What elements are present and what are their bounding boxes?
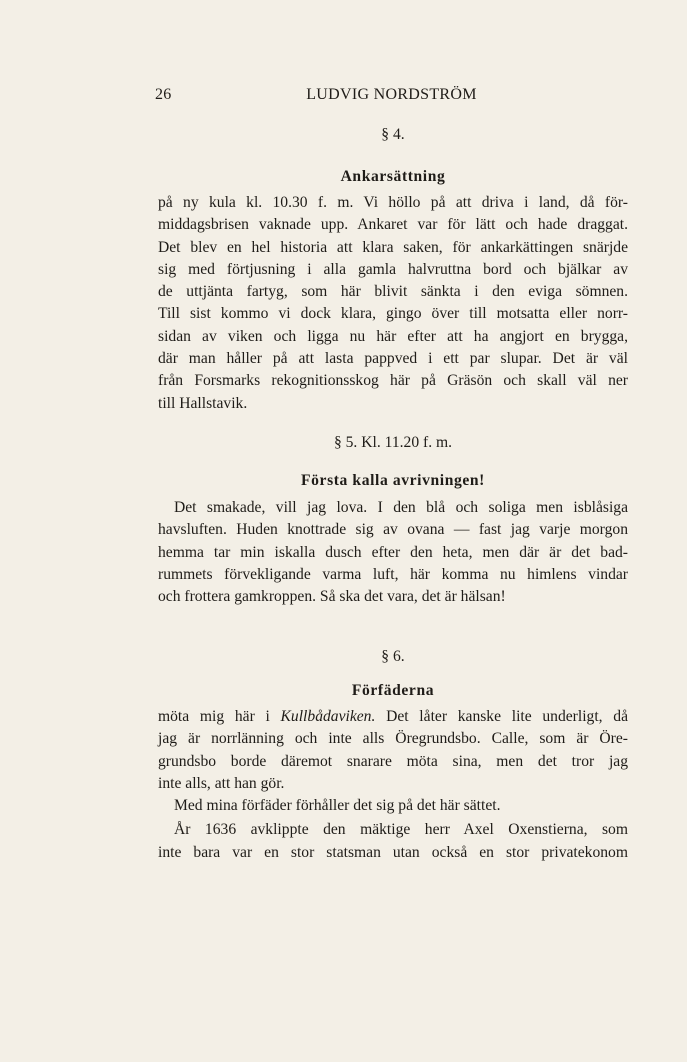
text-line: från Forsmarks rekognitionsskog här på Gräsön och skall väl ner	[158, 372, 628, 390]
text-line: Det smakade, vill jag lova. I den blå och soliga men isblåsiga	[174, 499, 628, 516]
place-name: Kullbådaviken.	[280, 708, 376, 725]
text-line: grundsbo borde däremot snarare möta sina, men det tror jag	[158, 752, 628, 770]
text-line: År 1636 avklippte den mäktige herr Axel Oxenstierna, som	[174, 821, 628, 839]
text-line: inte alls, att han gör.	[158, 774, 285, 792]
text-line: Till sist kommo vi dock klara, gingo över till motsatta eller norr-	[158, 305, 628, 323]
page-number: 26	[155, 86, 172, 103]
section-6	[158, 646, 628, 668]
text-line: middagsbrisen vaknade upp. Ankaret var för lätt och hade draggat.	[158, 216, 628, 234]
text-line: sig med förtjusning i alla gamla halvruttna bord och bjälkar av	[158, 260, 628, 278]
text-line: havsluften. Huden knottrade sig av ovana — fast jag varje morgon	[158, 521, 628, 539]
section-4	[158, 124, 628, 146]
section-5	[158, 432, 628, 454]
text-line: där man håller på att lasta pappved i ett par slupar. Det är väl	[158, 350, 628, 368]
section-heading: Ankarsättning	[340, 168, 446, 185]
text-line: sidan av viken och ligga nu här efter att ha angjort en brygga,	[158, 327, 628, 345]
section-5-heading-block	[158, 470, 628, 492]
section-6-body	[158, 706, 628, 864]
section-5-body	[158, 497, 628, 608]
text-line: på ny kula kl. 10.30 f. m. Vi höllo på att driva i land, då för-	[158, 194, 628, 211]
section-4-body	[158, 192, 628, 415]
text-line: rummets förvekligande varma luft, här komma nu himlens vindar	[158, 565, 628, 583]
text-line: till Hallstavik.	[158, 394, 248, 412]
text-line: jag är norrlänning och inte alls Öregrundsbo. Calle, som är Öre-	[158, 730, 628, 748]
text-fragment: möta mig här i	[158, 708, 281, 725]
section-4-heading-block	[158, 166, 628, 188]
section-heading: Förfäderna	[351, 682, 435, 699]
section-heading: Första kalla avrivningen!	[301, 472, 485, 489]
section-mark: § 6.	[381, 648, 405, 665]
text-line: hemma tar min iskalla dusch efter den heta, men där är det bad-	[158, 543, 628, 561]
text-line: Det blev en hel historia att klara saken, för ankarkättingen snärjde	[158, 238, 628, 256]
text-line: Med mina förfäder förhåller det sig på det här sättet.	[174, 797, 501, 815]
section-6-heading-block	[158, 680, 628, 702]
running-head	[155, 86, 628, 110]
text-line: de uttjänta fartyg, som här blivit sänkta i den eviga sömnen.	[158, 283, 628, 301]
text-line	[158, 706, 628, 728]
section-mark: § 5. Kl. 11.20 f. m.	[333, 434, 453, 451]
text-line: och frottera gamkroppen. Så ska det vara, det är hälsan!	[158, 588, 506, 606]
text-line: inte bara var en stor statsman utan också en stor privatekonom	[158, 843, 628, 861]
running-head-author: LUDVIG NORDSTRÖM	[306, 86, 477, 103]
text-fragment: Det låter kanske lite underligt, då	[375, 708, 628, 725]
section-mark: § 4.	[381, 126, 405, 143]
